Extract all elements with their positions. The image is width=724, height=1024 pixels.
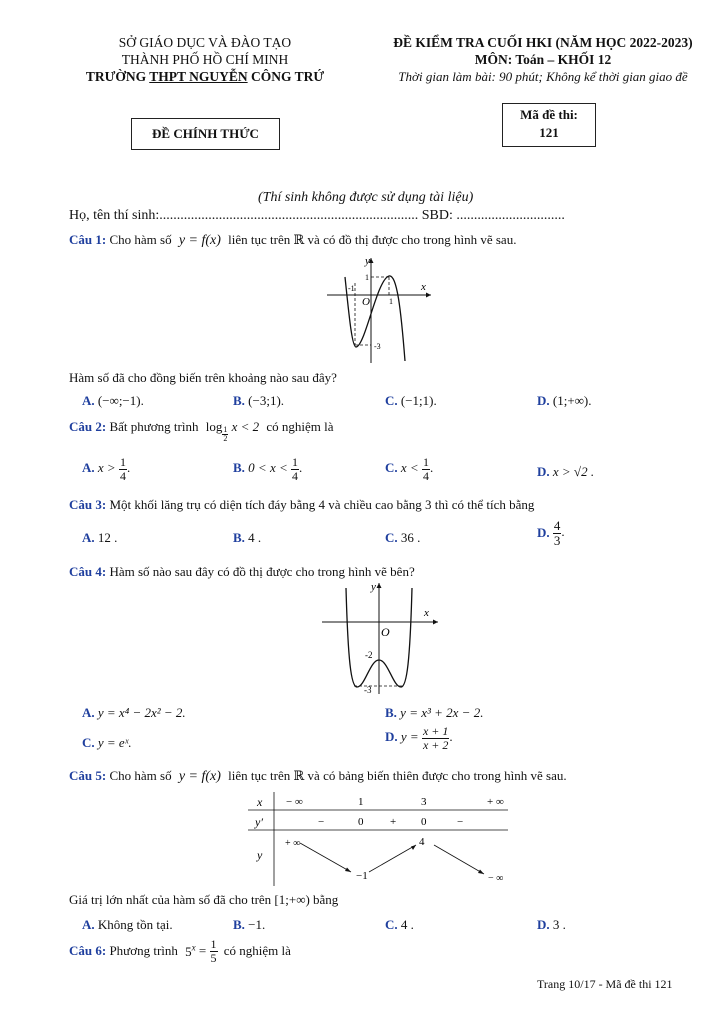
q6-text-b: có nghiệm là xyxy=(223,943,291,959)
q4-option-c-text: y = eˣ. xyxy=(97,735,132,750)
q3-option-a-text: 12 . xyxy=(97,530,118,545)
q6-base: 5 xyxy=(185,943,192,959)
q6-den: 5 xyxy=(210,950,217,965)
q2-option-a-post: . xyxy=(126,460,131,476)
q2-option-b-frac xyxy=(291,456,299,482)
time-note: Thời gian làm bài: 90 phút; Không kể thời gian giao đề xyxy=(398,69,688,84)
q1-option-a-text: (−∞;−1). xyxy=(97,393,144,408)
q1-option-c xyxy=(385,393,437,409)
q5-x-val-2: 3 xyxy=(421,796,427,808)
q6-power xyxy=(185,944,196,959)
q5-label: Câu 5: xyxy=(69,768,107,783)
q1-tick-1: 1 xyxy=(365,273,369,282)
q2-expr: x < 2 xyxy=(231,419,260,434)
q5-arrow-up xyxy=(369,845,416,872)
q2-text-a: Bất phương trình xyxy=(109,419,199,434)
q5-y-val-0: + ∞ xyxy=(285,838,301,849)
q5-arrow-down-1 xyxy=(300,843,351,872)
q1-option-b-label: B. xyxy=(233,393,245,408)
q1-label-y: y xyxy=(365,255,370,267)
q2-option-c-den: 4 xyxy=(422,468,429,483)
q2-option-b xyxy=(233,456,302,482)
q1-option-c-text: (−1;1). xyxy=(400,393,437,408)
q5-option-a-text: Không tồn tại. xyxy=(97,917,173,932)
q5-option-a xyxy=(82,917,173,933)
q4-option-d-den: x + 2 xyxy=(422,737,449,752)
q2-option-a-label: A. xyxy=(82,460,95,476)
q5-y-val-1: −1 xyxy=(356,870,368,882)
q5-yp-val-1: 0 xyxy=(358,816,364,828)
q1-text-a: Cho hàm số xyxy=(109,232,172,247)
q5-arrow-head-3 xyxy=(478,870,484,875)
q2-option-c-pre: x < xyxy=(400,460,419,476)
q5-yp-val-0: − xyxy=(318,816,325,828)
q1-label-o: O xyxy=(362,296,370,308)
q3-option-d-post: . xyxy=(561,524,565,540)
q2-option-b-den: 4 xyxy=(292,468,298,483)
q2-option-b-num: 1 xyxy=(292,455,298,469)
q5-yp-label: y′ xyxy=(255,815,263,829)
q1-option-a-label: A. xyxy=(82,393,95,408)
dept-line-2: THÀNH PHỐ HỒ CHÍ MINH xyxy=(121,52,289,67)
q5-y-val-3: − ∞ xyxy=(488,873,504,884)
q2-option-c-frac xyxy=(422,456,430,482)
q6-label: Câu 6: xyxy=(69,943,107,959)
q2-option-c-label: C. xyxy=(385,460,398,476)
q4-option-c xyxy=(82,735,132,751)
q4-y-arrow xyxy=(377,583,382,588)
school-suffix: CÔNG TRỨ xyxy=(247,69,325,84)
q2-option-c xyxy=(385,456,433,482)
subject: MÔN: Toán – KHỐI 12 xyxy=(474,52,612,67)
q5-option-c xyxy=(385,917,414,933)
q5-x-val-1: 1 xyxy=(358,796,364,808)
q5-x-label: x xyxy=(257,795,263,809)
q3-stem xyxy=(69,497,534,513)
q5-y-label: y xyxy=(257,848,263,862)
q6-stem xyxy=(69,938,291,964)
q1-option-b-text: (−3;1). xyxy=(248,393,285,408)
q2-option-d xyxy=(537,464,594,480)
q1-tick-neg3: -3 xyxy=(374,342,381,351)
q3-text: Một khối lăng trụ có diện tích đáy bằng 4 và chiều cao bằng 3 thì có thể tích bằng xyxy=(109,497,535,512)
q5-text-a: Cho hàm số xyxy=(109,768,172,783)
school-header xyxy=(70,34,340,85)
q5-option-a-label: A. xyxy=(82,917,95,932)
exam-title: ĐỀ KIỂM TRA CUỐI HKI (NĂM HỌC 2022-2023) xyxy=(393,35,693,50)
q2-base-num: 1 xyxy=(223,424,228,434)
q5-text-b: liên tục trên ℝ và có bảng biến thiên được cho trong hình vẽ sau. xyxy=(228,768,567,783)
q3-option-b-label: B. xyxy=(233,530,245,545)
q3-option-a-label: A. xyxy=(82,530,95,545)
q2-option-d-text: x > √2 . xyxy=(552,464,595,479)
q3-label: Câu 3: xyxy=(69,497,107,512)
q6-text-a: Phương trình xyxy=(109,943,178,959)
q5-option-b xyxy=(233,917,265,933)
q3-option-d xyxy=(537,519,565,547)
q4-stem xyxy=(69,564,415,580)
q2-option-b-post: . xyxy=(299,460,303,476)
q5-option-d xyxy=(537,917,566,933)
q3-option-c-label: C. xyxy=(385,530,398,545)
q4-option-d-label: D. xyxy=(385,729,398,745)
q4-graph xyxy=(320,580,442,698)
q5-stem xyxy=(69,768,567,785)
q2-option-a xyxy=(82,456,130,482)
q2-text-b: có nghiệm là xyxy=(266,419,334,434)
school-underlined: THPT NGUYỄN xyxy=(149,69,248,84)
q5-option-c-text: 4 . xyxy=(400,917,414,932)
q5-y-val-2: 4 xyxy=(419,836,425,848)
q2-base-den: 2 xyxy=(223,434,228,443)
q4-option-a-label: A. xyxy=(82,705,95,720)
q1-stem xyxy=(69,232,516,249)
q3-option-c-text: 36 . xyxy=(400,530,421,545)
q4-tick-neg2: -2 xyxy=(365,650,373,660)
q1-option-d-text: (1;+∞). xyxy=(552,393,592,408)
q3-option-d-num: 4 xyxy=(553,518,561,533)
q2-label: Câu 2: xyxy=(69,419,107,434)
q1-tick-neg1: -1 xyxy=(348,284,355,293)
q4-option-d xyxy=(385,725,453,751)
q2-option-a-num: 1 xyxy=(119,455,126,469)
q2-option-a-den: 4 xyxy=(119,468,126,483)
q5-option-d-text: 3 . xyxy=(552,917,566,932)
q3-option-b xyxy=(233,530,261,546)
candidate-name-line: Họ, tên thí sinh:.......................................................................... SBD: ............................... xyxy=(69,208,565,223)
dept-line-1: SỞ GIÁO DỤC VÀ ĐÀO TẠO xyxy=(118,35,292,50)
q5-x-val-0: − ∞ xyxy=(286,796,303,808)
q4-label-x: x xyxy=(424,607,429,619)
q2-stem xyxy=(69,419,334,443)
q1-option-d xyxy=(537,393,592,409)
q5-option-b-text: −1. xyxy=(248,917,266,932)
q1-text-b: liên tục trên ℝ và có đồ thị được cho trong hình vẽ sau. xyxy=(228,232,517,247)
q5-arrow-head-2 xyxy=(411,845,416,850)
q6-num: 1 xyxy=(210,937,217,951)
q4-label-y: y xyxy=(371,581,376,593)
q3-option-d-label: D. xyxy=(537,525,550,541)
q4-option-a-text: y = x⁴ − 2x² − 2. xyxy=(97,705,186,720)
q1-option-d-label: D. xyxy=(537,393,550,408)
q2-option-a-frac xyxy=(119,456,127,482)
q5-arrow-down-2 xyxy=(434,845,484,874)
school-name xyxy=(70,68,340,85)
school-prefix: TRƯỜNG xyxy=(85,69,150,84)
q5-arrow-head-1 xyxy=(345,868,351,873)
q5-x-val-3: + ∞ xyxy=(487,796,504,808)
q3-option-d-den: 3 xyxy=(553,532,561,548)
q2-log-base xyxy=(222,426,228,444)
q5-yp-val-4: − xyxy=(457,816,464,828)
q6-exp: x xyxy=(191,942,196,953)
q4-option-d-pre: y = xyxy=(400,729,419,745)
q1-option-a xyxy=(82,393,144,409)
q2-option-a-pre: x > xyxy=(97,460,116,476)
q5-question: Giá trị lớn nhất của hàm số đã cho trên [1;+∞) bằng xyxy=(69,892,339,907)
q5-yp-val-3: 0 xyxy=(421,816,427,828)
q1-tick-1b: 1 xyxy=(389,297,393,306)
q3-option-a xyxy=(82,530,117,546)
q4-label-o: O xyxy=(381,625,390,639)
exam-code-label: Mã đề thi: xyxy=(520,107,578,122)
q1-option-c-label: C. xyxy=(385,393,398,408)
q1-x-arrow xyxy=(426,293,431,298)
q5-option-d-label: D. xyxy=(537,917,550,932)
q5-option-b-label: B. xyxy=(233,917,245,932)
exam-code-box xyxy=(502,103,596,147)
q1-option-b xyxy=(233,393,284,409)
q6-frac xyxy=(210,938,218,964)
exam-code-value: 121 xyxy=(539,125,559,140)
q4-option-b xyxy=(385,705,483,721)
q4-option-d-num: x + 1 xyxy=(422,724,449,738)
q5-yp-val-2: + xyxy=(390,816,397,828)
q2-option-b-label: B. xyxy=(233,460,245,476)
page-footer: Trang 10/17 - Mã đề thi 121 xyxy=(537,977,673,991)
q3-option-c xyxy=(385,530,420,546)
q2-option-d-label: D. xyxy=(537,464,550,479)
q3-option-b-text: 4 . xyxy=(248,530,262,545)
q4-option-d-post: . xyxy=(449,729,453,745)
q2-option-c-post: . xyxy=(429,460,434,476)
q1-label: Câu 1: xyxy=(69,232,107,247)
q1-graph xyxy=(325,255,435,367)
q4-option-b-label: B. xyxy=(385,705,397,720)
q4-option-c-label: C. xyxy=(82,735,95,750)
q2-log: log xyxy=(205,419,223,434)
q5-variation-table xyxy=(248,792,510,888)
q5-option-c-label: C. xyxy=(385,917,398,932)
q2-option-b-pre: 0 < x < xyxy=(248,460,288,476)
q2-option-c-num: 1 xyxy=(422,455,429,469)
q1-label-x: x xyxy=(421,281,426,293)
no-documents-note: (Thí sinh không được sử dụng tài liệu) xyxy=(258,190,474,205)
q4-tick-neg3: -3 xyxy=(364,685,372,695)
q4-x-arrow xyxy=(433,620,438,625)
exam-header xyxy=(368,34,718,85)
q4-option-a xyxy=(82,705,186,721)
q1-func: y = f(x) xyxy=(178,233,221,248)
q6-eq: = xyxy=(198,943,207,959)
q5-func: y = f(x) xyxy=(178,769,221,784)
q4-label: Câu 4: xyxy=(69,564,107,579)
q1-question: Hàm số đã cho đồng biến trên khoảng nào sau đây? xyxy=(69,370,337,385)
q4-text: Hàm số nào sau đây có đồ thị được cho trong hình vẽ bên? xyxy=(109,564,415,579)
q4-option-d-frac xyxy=(422,725,449,751)
official-label: ĐỀ CHÍNH THỨC xyxy=(131,118,280,150)
q4-option-b-text: y = x³ + 2x − 2. xyxy=(400,705,484,720)
